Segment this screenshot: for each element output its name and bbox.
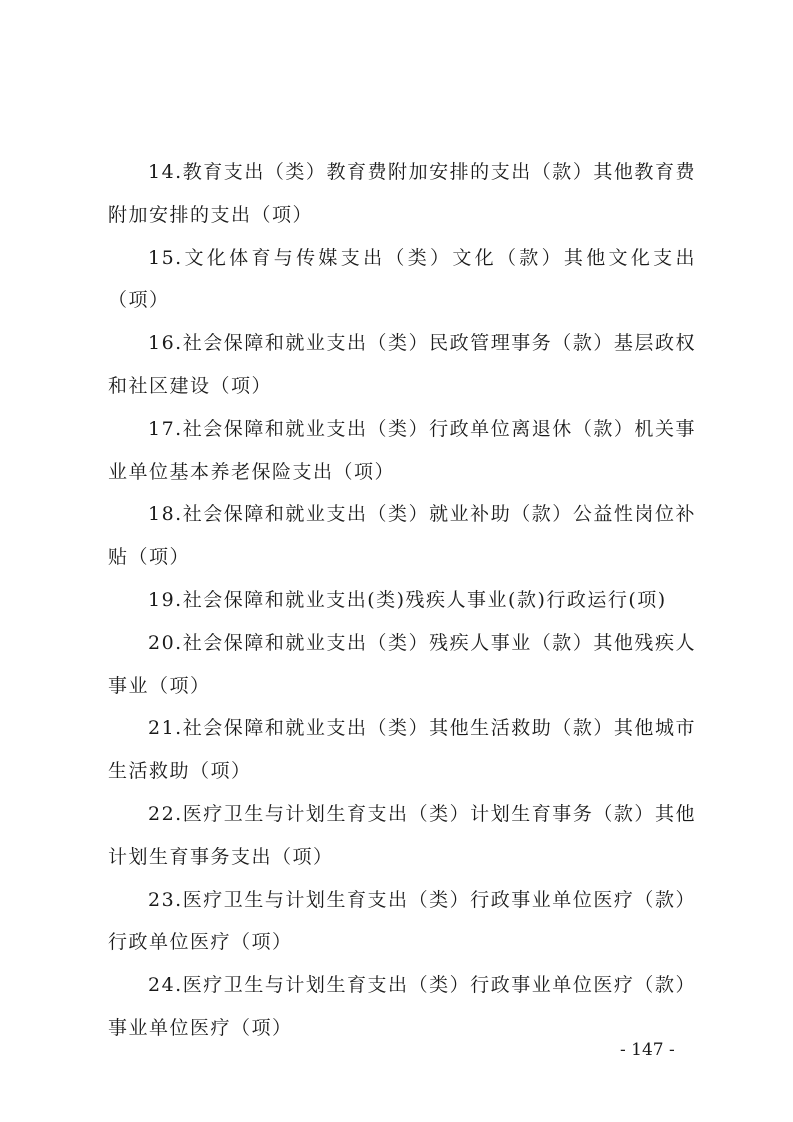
page-number: - 147 - (620, 1040, 675, 1060)
document-body (108, 151, 696, 1050)
list-item: 24.医疗卫生与计划生育支出（类）行政事业单位医疗（款）事业单位医疗（项） (108, 974, 696, 1039)
list-item: 17.社会保障和就业支出（类）行政单位离退休（款）机关事业单位基本养老保险支出（项） (108, 417, 696, 483)
list-item: 18.社会保障和就业支出（类）就业补助（款）公益性岗位补贴（项） (108, 503, 696, 569)
list-item: 16.社会保障和就业支出（类）民政管理事务（款）基层政权和社区建设（项） (108, 332, 696, 397)
list-item: 20.社会保障和就业支出（类）残疾人事业（款）其他残疾人事业（项） (108, 631, 696, 697)
list-item: 22.医疗卫生与计划生育支出（类）计划生育事务（款）其他计划生育事务支出（项） (108, 802, 696, 868)
list-item: 15.文化体育与传媒支出（类）文化（款）其他文化支出（项） (108, 246, 696, 312)
list-item: 14.教育支出（类）教育费附加安排的支出（款）其他教育费附加安排的支出（项） (108, 161, 696, 226)
list-item: 23.医疗卫生与计划生育支出（类）行政事业单位医疗（款）行政单位医疗（项） (108, 888, 696, 954)
list-item: 21.社会保障和就业支出（类）其他生活救助（款）其他城市生活救助（项） (108, 717, 696, 783)
list-item: 19.社会保障和就业支出(类)残疾人事业(款)行政运行(项) (148, 588, 667, 611)
